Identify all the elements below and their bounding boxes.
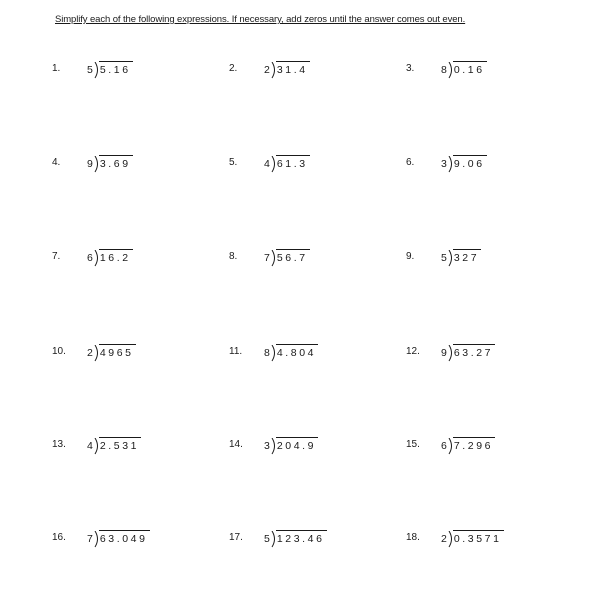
long-division (441, 530, 504, 548)
problem-number: 7. (52, 251, 61, 262)
dividend: 31.4 (276, 61, 310, 76)
problem-number: 11. (229, 346, 243, 357)
divisor: 5 (441, 252, 447, 264)
dividend: 0.16 (453, 61, 487, 76)
divisor: 9 (441, 347, 447, 359)
divisor: 7 (264, 252, 270, 264)
long-division (441, 155, 487, 173)
long-division (87, 155, 133, 173)
long-division (441, 437, 495, 455)
long-division (87, 437, 141, 455)
divisor: 2 (441, 533, 447, 545)
divisor: 2 (87, 347, 93, 359)
divisor: 4 (264, 158, 270, 170)
problem-number: 2. (229, 63, 238, 74)
dividend: 63.27 (453, 344, 495, 359)
problem-number: 9. (406, 251, 415, 262)
divisor: 7 (87, 533, 93, 545)
divisor: 8 (264, 347, 270, 359)
divisor: 8 (441, 64, 447, 76)
dividend: 5.16 (99, 61, 133, 76)
dividend: 2.531 (99, 437, 141, 452)
dividend: 16.2 (99, 249, 133, 264)
dividend: 0.3571 (453, 530, 504, 545)
problem-number: 16. (52, 532, 66, 543)
long-division (87, 249, 133, 267)
divisor: 6 (87, 252, 93, 264)
dividend: 4965 (99, 344, 136, 359)
problem-number: 6. (406, 157, 415, 168)
dividend: 4.804 (276, 344, 318, 359)
long-division (441, 249, 481, 267)
problem-number: 3. (406, 63, 415, 74)
dividend: 3.69 (99, 155, 133, 170)
long-division (87, 530, 150, 548)
problem-number: 5. (229, 157, 238, 168)
problem-number: 1. (52, 63, 61, 74)
divisor: 2 (264, 64, 270, 76)
long-division (87, 344, 136, 362)
divisor: 9 (87, 158, 93, 170)
divisor: 5 (87, 64, 93, 76)
long-division (264, 344, 318, 362)
dividend: 123.46 (276, 530, 327, 545)
long-division (264, 530, 327, 548)
problem-number: 18. (406, 532, 420, 543)
problem-number: 14. (229, 439, 243, 450)
long-division (264, 155, 310, 173)
long-division (264, 249, 310, 267)
long-division (87, 61, 133, 79)
problem-number: 15. (406, 439, 420, 450)
divisor: 3 (441, 158, 447, 170)
divisor: 4 (87, 440, 93, 452)
dividend: 327 (453, 249, 481, 264)
long-division (264, 61, 310, 79)
long-division (441, 61, 487, 79)
dividend: 56.7 (276, 249, 310, 264)
divisor: 3 (264, 440, 270, 452)
divisor: 5 (264, 533, 270, 545)
problem-number: 8. (229, 251, 238, 262)
long-division (264, 437, 318, 455)
dividend: 63.049 (99, 530, 150, 545)
dividend: 61.3 (276, 155, 310, 170)
problem-number: 4. (52, 157, 61, 168)
problem-number: 13. (52, 439, 66, 450)
dividend: 9.06 (453, 155, 487, 170)
problem-number: 10. (52, 346, 66, 357)
problem-number: 12. (406, 346, 420, 357)
problem-number: 17. (229, 532, 243, 543)
long-division (441, 344, 495, 362)
divisor: 6 (441, 440, 447, 452)
dividend: 7.296 (453, 437, 495, 452)
dividend: 204.9 (276, 437, 318, 452)
instructions: Simplify each of the following expressions. If necessary, add zeros until the answer comes out even. (55, 14, 466, 25)
